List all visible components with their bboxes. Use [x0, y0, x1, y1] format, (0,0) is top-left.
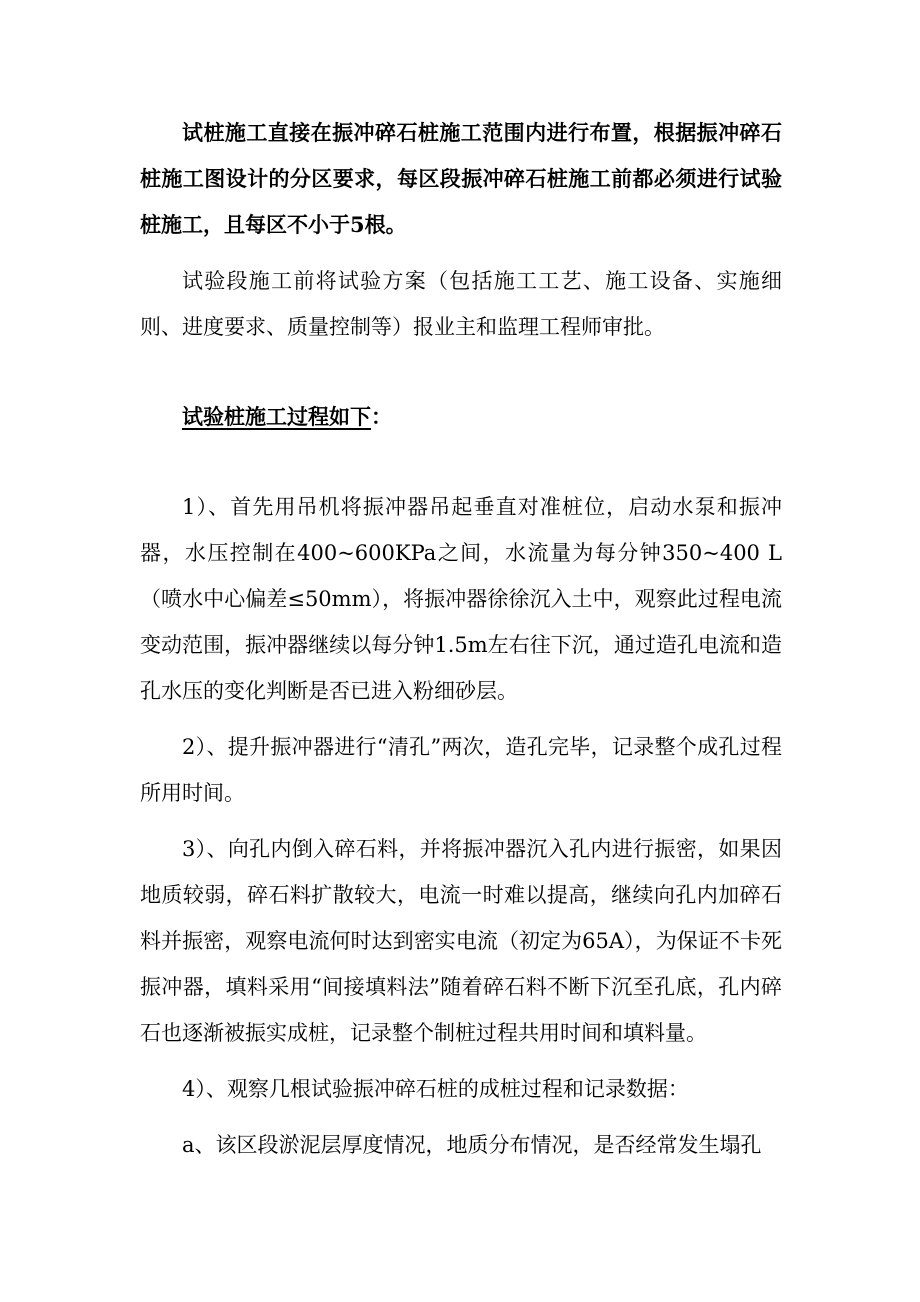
- step-4-paragraph: 4）、观察几根试验振冲碎石桩的成桩过程和记录数据：: [182, 1077, 689, 1101]
- spacer: [140, 248, 782, 258]
- step-3-paragraph: 3）、向孔内倒入碎石料，并将振冲器沉入孔内进行振密，如果因地质较弱，碎石料扩散较大，电流一时难以提高，继续向孔内加碎石料并振密，观察电流何时达到密实电流（初定为65A），为保证不卡死振冲器，填料采用“间接填料法”随着碎石料不断下沉至孔底，孔内碎石也逐渐被振实成桩，记录整个制桩过程共用时间和填料量。: [140, 837, 782, 1045]
- spacer: [140, 714, 782, 724]
- step-1-paragraph: 1）、首先用吊机将振冲器吊起垂直对准桩位，启动水泵和振冲器，水压控制在400~600KPa之间，水流量为每分钟350~400 L（喷水中心偏差≤50mm），将振冲器徐徐沉入土中，观察此过程电流变动范围，振冲器继续以每分钟1.5m左右往下沉，通过造孔电流和造孔水压的变化判断是否已进入粉细砂层。: [140, 495, 782, 703]
- spacer: [140, 1112, 782, 1122]
- step-2-paragraph: 2）、提升振冲器进行“清孔”两次，造孔完毕，记录整个成孔过程所用时间。: [140, 735, 782, 805]
- spacer: [140, 816, 782, 826]
- spacer: [140, 350, 782, 394]
- spacer: [140, 440, 782, 484]
- section-heading-colon: ：: [371, 404, 392, 429]
- intro-paragraph: 试桩施工直接在振冲碎石桩施工范围内进行布置，根据振冲碎石桩施工图设计的分区要求，每区段振冲碎石桩施工前都必须进行试验桩施工，且每区不小于5根。: [140, 120, 782, 237]
- item-a-paragraph: a、该区段淤泥层厚度情况，地质分布情况，是否经常发生塌孔: [182, 1133, 762, 1157]
- document-body: [140, 110, 782, 1168]
- plan-paragraph: 试验段施工前将试验方案（包括施工工艺、施工设备、实施细则、进度要求、质量控制等）报业主和监理工程师审批。: [140, 269, 782, 339]
- section-heading-text: 试验桩施工过程如下: [182, 404, 371, 429]
- spacer: [140, 1056, 782, 1066]
- section-heading: [140, 394, 782, 440]
